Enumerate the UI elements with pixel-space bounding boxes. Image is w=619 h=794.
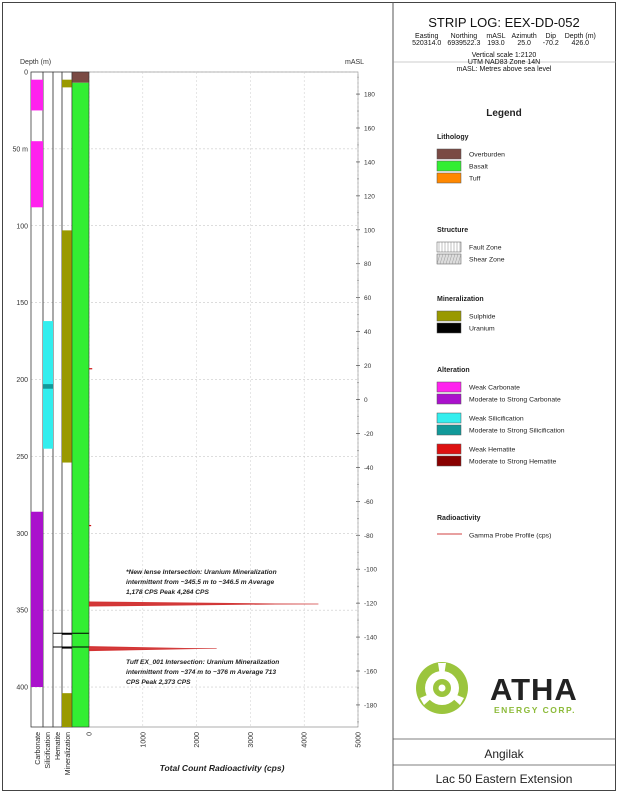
vertical-scale: Vertical scale 1:2120 <box>471 52 537 59</box>
atha-logo-emblem-icon <box>416 662 468 714</box>
depth-tick-label: 150 <box>16 300 28 308</box>
easting-col: Easting 520314.0 <box>412 33 442 47</box>
legend-swatch <box>437 242 461 252</box>
legend-item-label: Gamma Probe Profile (cps) <box>469 532 552 540</box>
lower-note-line: CPS Peak 2,373 CPS <box>126 679 191 686</box>
legend-swatch <box>437 382 461 392</box>
cps-tick-label: 3000 <box>247 732 255 748</box>
masl-tick-label: -140 <box>364 634 378 642</box>
carbonate-interval <box>31 141 43 207</box>
mineralization-column-label: Mineralization <box>65 732 72 776</box>
legend-section-title: Structure <box>437 227 469 234</box>
legend-swatch <box>437 161 461 171</box>
logo-name: ATHA <box>490 672 578 707</box>
legend <box>437 134 565 540</box>
legend-swatch <box>437 323 461 333</box>
silicification-column-label: Silicification <box>45 732 52 769</box>
mineralization-interval <box>62 230 72 462</box>
legend-item-label: Tuff <box>469 175 481 183</box>
upper-note-line: 1,178 CPS Peak 4,264 CPS <box>126 589 209 596</box>
legend-swatch <box>437 456 461 466</box>
legend-swatch <box>437 311 461 321</box>
masl-tick-label: 100 <box>364 227 375 235</box>
cps-tick-label: 0 <box>86 732 94 736</box>
logo-tagline: ENERGY CORP. <box>494 705 576 715</box>
upper-note-line: *New lense Intersection: Uranium Mineralization <box>126 569 277 576</box>
lower-note-line: Tuff EX_001 Intersection: Uranium Mineralization <box>126 659 280 666</box>
project-area: Lac 50 Eastern Extension <box>435 772 573 786</box>
depth-tick-label: 300 <box>16 530 28 538</box>
legend-item-label: Moderate to Strong Hematite <box>469 458 557 466</box>
legend-item-label: Moderate to Strong Carbonate <box>469 396 561 404</box>
legend-item-label: Shear Zone <box>469 256 505 264</box>
header <box>394 4 614 73</box>
legend-item-label: Weak Silicification <box>469 415 524 423</box>
legend-item-label: Weak Hematite <box>469 446 516 454</box>
cps-tick-label: 1000 <box>140 732 148 748</box>
hematite-column-label: Hematite <box>55 732 62 761</box>
depth-axis-label: Depth (m) <box>20 59 52 66</box>
legend-item-label: Uranium <box>469 325 495 333</box>
masl-tick-label: 180 <box>364 91 375 99</box>
depth-tick-label: 100 <box>16 223 28 231</box>
carbonate-column-label: Carbonate <box>35 732 42 765</box>
depth-col: Depth (m) 426.0 <box>564 33 596 47</box>
masl-tick-label: 120 <box>364 193 375 201</box>
lithology-interval <box>72 83 89 727</box>
header-columns <box>394 33 614 47</box>
masl-tick-label: 60 <box>364 295 372 303</box>
hematite-track <box>53 72 62 727</box>
mineralization-interval <box>62 693 72 727</box>
northing-col: Northing 6939522.3 <box>447 33 481 47</box>
datum: UTM NAD83 Zone 14N <box>467 59 541 66</box>
dip-col: Dip -70.2 <box>542 33 559 47</box>
cps-tick-label: 2000 <box>194 732 202 748</box>
lower-intersection-note <box>126 659 279 686</box>
masl-tick-label: -100 <box>364 566 378 574</box>
legend-item-label: Overburden <box>469 151 505 159</box>
lower-note-line: intermittent from ~374 m to ~376 m Average 713 <box>126 669 277 676</box>
masl-col: mASL 193.0 <box>486 33 506 47</box>
legend-item-label: Moderate to Strong Silicification <box>469 427 565 435</box>
masl-tick-label: 0 <box>364 397 368 404</box>
masl-tick-label: -60 <box>364 498 374 506</box>
masl-tick-label: 80 <box>364 261 372 269</box>
masl-tick-label: 40 <box>364 329 372 337</box>
mineralization-interval <box>62 80 72 88</box>
legend-item-label: Basalt <box>469 163 488 171</box>
masl-tick-label: -160 <box>364 668 378 676</box>
depth-tick-label: 50 m <box>12 146 28 154</box>
legend-section-title: Radioactivity <box>437 515 481 522</box>
masl-tick-label: -120 <box>364 600 378 608</box>
masl-tick-label: 20 <box>364 363 372 371</box>
legend-swatch <box>437 149 461 159</box>
masl-axis-label: mASL <box>345 59 365 66</box>
atha-logo <box>416 662 578 715</box>
legend-item-label: Weak Carbonate <box>469 384 520 392</box>
depth-tick-label: 200 <box>16 377 28 385</box>
masl-tick-label: -180 <box>364 702 378 710</box>
masl-tick-label: 140 <box>364 159 375 167</box>
depth-tick-label: 250 <box>16 453 28 461</box>
cps-tick-label: 4000 <box>301 732 309 748</box>
legend-section-title: Alteration <box>437 367 470 374</box>
depth-tick-label: 0 <box>24 69 28 77</box>
masl-tick-label: -20 <box>364 430 374 438</box>
legend-section-title: Lithology <box>437 134 469 141</box>
legend-swatch <box>437 425 461 435</box>
depth-tick-label: 400 <box>16 684 28 692</box>
azimuth-col: Azimuth 25.0 <box>511 33 537 47</box>
legend-item-label: Fault Zone <box>469 244 502 252</box>
upper-note-line: intermittent from ~345.5 m to ~346.5 m Average <box>126 579 275 586</box>
masl-tick-label: -40 <box>364 464 374 472</box>
carbonate-interval <box>31 512 43 687</box>
cps-axis-title: Total Count Radioactivity (cps) <box>159 763 285 773</box>
cps-tick-label: 5000 <box>355 732 363 748</box>
depth-tick-label: 350 <box>16 607 28 615</box>
project-name: Angilak <box>484 747 524 761</box>
legend-swatch <box>437 173 461 183</box>
upper-intersection-note <box>126 569 277 596</box>
masl-tick-label: -80 <box>364 532 374 540</box>
legend-swatch <box>437 444 461 454</box>
carbonate-interval <box>31 80 43 111</box>
lithology-interval <box>72 72 89 83</box>
log-title: STRIP LOG: EEX-DD-052 <box>428 15 580 30</box>
masl-note: mASL: Metres above sea level <box>456 66 552 73</box>
legend-swatch <box>437 413 461 423</box>
legend-item-label: Sulphide <box>469 313 496 321</box>
legend-swatch <box>437 394 461 404</box>
masl-tick-label: 160 <box>364 125 375 133</box>
legend-section-title: Mineralization <box>437 296 484 303</box>
silicification-interval <box>43 384 53 389</box>
legend-title: Legend <box>486 108 522 119</box>
